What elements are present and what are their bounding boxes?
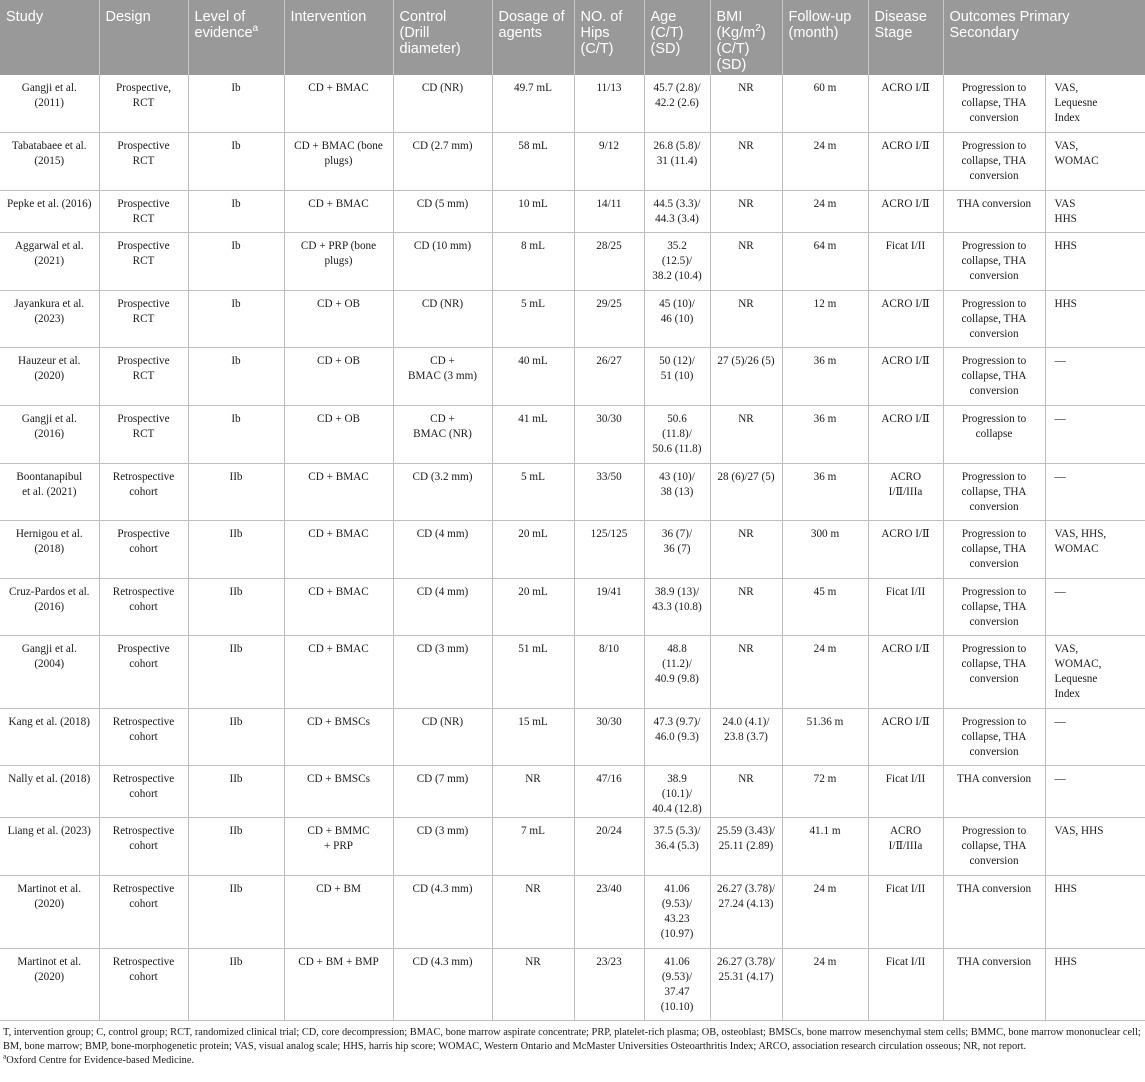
cell-dosage: 49.7 mL bbox=[492, 75, 574, 132]
cell-design: Prospective RCT bbox=[99, 347, 188, 405]
cell-design: Prospective RCT bbox=[99, 405, 188, 463]
cell-outcome-primary: Progression to collapse, THA conversion bbox=[943, 290, 1045, 347]
cell-disease-stage: ACRO I/Ⅱ/IIIa bbox=[868, 463, 943, 520]
cell-level: Ib bbox=[188, 132, 284, 190]
cell-outcome-primary: THA conversion bbox=[943, 190, 1045, 232]
cell-follow-up: 51.36 m bbox=[782, 708, 868, 765]
cell-follow-up: 12 m bbox=[782, 290, 868, 347]
cell-level: IIb bbox=[188, 635, 284, 708]
cell-dosage: 20 mL bbox=[492, 578, 574, 635]
cell-disease-stage: Ficat I/II bbox=[868, 948, 943, 1020]
cell-follow-up: 64 m bbox=[782, 232, 868, 290]
cell-hips: 47/16 bbox=[574, 765, 644, 817]
cell-study: Liang et al. (2023) bbox=[0, 817, 99, 875]
cell-dosage: 5 mL bbox=[492, 463, 574, 520]
cell-bmi: NR bbox=[710, 290, 782, 347]
cell-outcome-primary: Progression to collapse, THA conversion bbox=[943, 817, 1045, 875]
abbreviations-note: T, intervention group; C, control group; RCT, randomized clinical trial; CD, core decompression; BMAC, bone marrow aspirate concentrate; PRP, platelet-rich plasma; OB, osteoblast; BMSCs, bone marrow mesenchymal stem cells; BMMC, bone marrow mononuclear cell; BM, bone marrow; BMP, bone-morphogenetic protein; VAS, visual analog scale; HHS, harris hip score; WOMAC, Western Ontario and McMaster Universities Osteoarthritis Index; ARCO, association research circulation osseous; NR, not report. bbox=[3, 1026, 1141, 1052]
cell-bmi: NR bbox=[710, 232, 782, 290]
cell-age: 50.6 (11.8)/ 50.6 (11.8) bbox=[644, 405, 710, 463]
cell-age: 41.06 (9.53)/ 37.47 (10.10) bbox=[644, 948, 710, 1020]
cell-follow-up: 24 m bbox=[782, 875, 868, 948]
cell-level: IIb bbox=[188, 817, 284, 875]
cell-control: CD (NR) bbox=[393, 290, 492, 347]
cell-dosage: 7 mL bbox=[492, 817, 574, 875]
header-control: Control (Drill diameter) bbox=[393, 0, 492, 75]
cell-hips: 125/125 bbox=[574, 520, 644, 578]
cell-level: Ib bbox=[188, 405, 284, 463]
cell-bmi: 26.27 (3.78)/ 27.24 (4.13) bbox=[710, 875, 782, 948]
cell-age: 43 (10)/ 38 (13) bbox=[644, 463, 710, 520]
cell-age: 47.3 (9.7)/ 46.0 (9.3) bbox=[644, 708, 710, 765]
cell-outcome-secondary: VAS HHS bbox=[1045, 190, 1145, 232]
cell-control: CD (4 mm) bbox=[393, 520, 492, 578]
cell-bmi: NR bbox=[710, 75, 782, 132]
cell-bmi: NR bbox=[710, 405, 782, 463]
cell-intervention: CD + BM + BMP bbox=[284, 948, 393, 1020]
cell-intervention: CD + BMAC bbox=[284, 578, 393, 635]
table-row bbox=[0, 463, 1145, 520]
cell-control: CD (4.3 mm) bbox=[393, 875, 492, 948]
cell-design: Prospective RCT bbox=[99, 232, 188, 290]
table-row bbox=[0, 290, 1145, 347]
cell-level: Ib bbox=[188, 190, 284, 232]
cell-follow-up: 36 m bbox=[782, 347, 868, 405]
cell-study: Kang et al. (2018) bbox=[0, 708, 99, 765]
cell-study: Martinot et al. (2020) bbox=[0, 948, 99, 1020]
cell-design: Prospective cohort bbox=[99, 635, 188, 708]
cell-follow-up: 300 m bbox=[782, 520, 868, 578]
cell-study: Gangji et al. (2016) bbox=[0, 405, 99, 463]
cell-bmi: NR bbox=[710, 190, 782, 232]
cell-level: Ib bbox=[188, 75, 284, 132]
cell-disease-stage: ACRO I/Ⅱ bbox=[868, 635, 943, 708]
cell-hips: 20/24 bbox=[574, 817, 644, 875]
cell-outcome-secondary: VAS, HHS bbox=[1045, 817, 1145, 875]
cell-control: CD (2.7 mm) bbox=[393, 132, 492, 190]
cell-bmi: NR bbox=[710, 635, 782, 708]
cell-outcome-primary: THA conversion bbox=[943, 765, 1045, 817]
table-footnotes bbox=[0, 1021, 1145, 1068]
cell-control: CD + BMAC (3 mm) bbox=[393, 347, 492, 405]
cell-control: CD (3 mm) bbox=[393, 817, 492, 875]
cell-disease-stage: Ficat I/II bbox=[868, 765, 943, 817]
cell-dosage: 5 mL bbox=[492, 290, 574, 347]
cell-level: IIb bbox=[188, 520, 284, 578]
cell-bmi: 27 (5)/26 (5) bbox=[710, 347, 782, 405]
cell-outcome-secondary: — bbox=[1045, 347, 1145, 405]
cell-design: Prospective RCT bbox=[99, 190, 188, 232]
cell-bmi: NR bbox=[710, 520, 782, 578]
cell-level: IIb bbox=[188, 708, 284, 765]
cell-dosage: 20 mL bbox=[492, 520, 574, 578]
cell-dosage: NR bbox=[492, 875, 574, 948]
cell-disease-stage: ACRO I/Ⅱ bbox=[868, 75, 943, 132]
header-dosage: Dosage of agents bbox=[492, 0, 574, 75]
cell-follow-up: 60 m bbox=[782, 75, 868, 132]
cell-level: Ib bbox=[188, 290, 284, 347]
cell-age: 37.5 (5.3)/ 36.4 (5.3) bbox=[644, 817, 710, 875]
cell-outcome-secondary: — bbox=[1045, 405, 1145, 463]
cell-outcome-secondary: — bbox=[1045, 765, 1145, 817]
cell-dosage: 58 mL bbox=[492, 132, 574, 190]
header-age: Age (C/T) (SD) bbox=[644, 0, 710, 75]
table-row bbox=[0, 405, 1145, 463]
cell-design: Retrospective cohort bbox=[99, 817, 188, 875]
cell-dosage: NR bbox=[492, 948, 574, 1020]
cell-outcome-secondary: VAS, WOMAC bbox=[1045, 132, 1145, 190]
cell-dosage: 41 mL bbox=[492, 405, 574, 463]
cell-follow-up: 24 m bbox=[782, 635, 868, 708]
header-design: Design bbox=[99, 0, 188, 75]
cell-intervention: CD + BMAC bbox=[284, 520, 393, 578]
cell-intervention: CD + PRP (bone plugs) bbox=[284, 232, 393, 290]
cell-study: Pepke et al. (2016) bbox=[0, 190, 99, 232]
cell-hips: 28/25 bbox=[574, 232, 644, 290]
cell-outcome-secondary: — bbox=[1045, 708, 1145, 765]
cell-outcome-primary: Progression to collapse bbox=[943, 405, 1045, 463]
cell-outcome-primary: THA conversion bbox=[943, 875, 1045, 948]
cell-hips: 23/40 bbox=[574, 875, 644, 948]
cell-study: Jayankura et al. (2023) bbox=[0, 290, 99, 347]
cell-intervention: CD + BMAC bbox=[284, 463, 393, 520]
cell-intervention: CD + BMMC + PRP bbox=[284, 817, 393, 875]
cell-intervention: CD + OB bbox=[284, 290, 393, 347]
cell-hips: 29/25 bbox=[574, 290, 644, 347]
cell-control: CD (5 mm) bbox=[393, 190, 492, 232]
cell-disease-stage: Ficat I/II bbox=[868, 232, 943, 290]
cell-intervention: CD + BMAC bbox=[284, 190, 393, 232]
cell-bmi: 26.27 (3.78)/ 25.31 (4.17) bbox=[710, 948, 782, 1020]
cell-bmi: NR bbox=[710, 132, 782, 190]
cell-intervention: CD + OB bbox=[284, 405, 393, 463]
evidence-source-note: $^a$Oxford Centre for Evidence-based Medicine. bbox=[3, 1052, 195, 1066]
cell-outcome-secondary: — bbox=[1045, 578, 1145, 635]
cell-outcome-primary: Progression to collapse, THA conversion bbox=[943, 520, 1045, 578]
cell-age: 38.9 (10.1)/ 40.4 (12.8) bbox=[644, 765, 710, 817]
cell-design: Prospective RCT bbox=[99, 290, 188, 347]
cell-dosage: NR bbox=[492, 765, 574, 817]
cell-follow-up: 41.1 m bbox=[782, 817, 868, 875]
cell-outcome-primary: Progression to collapse, THA conversion bbox=[943, 347, 1045, 405]
cell-bmi: NR bbox=[710, 765, 782, 817]
cell-outcome-secondary: HHS bbox=[1045, 290, 1145, 347]
cell-bmi: NR bbox=[710, 578, 782, 635]
cell-outcome-primary: Progression to collapse, THA conversion bbox=[943, 232, 1045, 290]
cell-control: CD (NR) bbox=[393, 75, 492, 132]
cell-study: Hernigou et al. (2018) bbox=[0, 520, 99, 578]
cell-intervention: CD + OB bbox=[284, 347, 393, 405]
table-row bbox=[0, 347, 1145, 405]
cell-control: CD (10 mm) bbox=[393, 232, 492, 290]
cell-disease-stage: Ficat I/II bbox=[868, 578, 943, 635]
cell-age: 35.2 (12.5)/ 38.2 (10.4) bbox=[644, 232, 710, 290]
cell-follow-up: 36 m bbox=[782, 405, 868, 463]
cell-follow-up: 36 m bbox=[782, 463, 868, 520]
cell-disease-stage: ACRO I/Ⅱ bbox=[868, 405, 943, 463]
cell-design: Retrospective cohort bbox=[99, 765, 188, 817]
cell-bmi: 24.0 (4.1)/ 23.8 (3.7) bbox=[710, 708, 782, 765]
table-row bbox=[0, 578, 1145, 635]
cell-outcome-primary: Progression to collapse, THA conversion bbox=[943, 578, 1045, 635]
table-row bbox=[0, 817, 1145, 875]
cell-level: IIb bbox=[188, 463, 284, 520]
cell-dosage: 40 mL bbox=[492, 347, 574, 405]
cell-hips: 19/41 bbox=[574, 578, 644, 635]
cell-age: 45.7 (2.8)/ 42.2 (2.6) bbox=[644, 75, 710, 132]
table-row bbox=[0, 708, 1145, 765]
cell-age: 38.9 (13)/ 43.3 (10.8) bbox=[644, 578, 710, 635]
cell-intervention: CD + BM bbox=[284, 875, 393, 948]
cell-disease-stage: ACRO I/Ⅱ bbox=[868, 708, 943, 765]
cell-outcome-secondary: VAS, HHS, WOMAC bbox=[1045, 520, 1145, 578]
cell-hips: 14/11 bbox=[574, 190, 644, 232]
cell-outcome-secondary: HHS bbox=[1045, 948, 1145, 1020]
cell-disease-stage: Ficat I/II bbox=[868, 875, 943, 948]
cell-intervention: CD + BMAC bbox=[284, 635, 393, 708]
table-row bbox=[0, 765, 1145, 817]
cell-disease-stage: ACRO I/Ⅱ bbox=[868, 520, 943, 578]
cell-disease-stage: ACRO I/Ⅱ/IIIa bbox=[868, 817, 943, 875]
cell-design: Prospective RCT bbox=[99, 132, 188, 190]
cell-outcome-secondary: VAS, WOMAC, Lequesne Index bbox=[1045, 635, 1145, 708]
cell-study: Gangji et al. (2011) bbox=[0, 75, 99, 132]
table-row bbox=[0, 232, 1145, 290]
header-follow-up: Follow-up (month) bbox=[782, 0, 868, 75]
cell-disease-stage: ACRO I/Ⅱ bbox=[868, 347, 943, 405]
table-body bbox=[0, 75, 1145, 1020]
header-row bbox=[0, 0, 1145, 75]
table-row bbox=[0, 75, 1145, 132]
cell-outcome-secondary: — bbox=[1045, 463, 1145, 520]
cell-study: Aggarwal et al. (2021) bbox=[0, 232, 99, 290]
cell-study: Gangji et al. (2004) bbox=[0, 635, 99, 708]
cell-outcome-primary: THA conversion bbox=[943, 948, 1045, 1020]
cell-intervention: CD + BMAC (bone plugs) bbox=[284, 132, 393, 190]
cell-control: CD (7 mm) bbox=[393, 765, 492, 817]
header-bmi: BMI $(Kg/m^2)$ (C/T) (SD) bbox=[710, 0, 782, 75]
cell-study: Boontanapibul et al. (2021) bbox=[0, 463, 99, 520]
cell-age: 50 (12)/ 51 (10) bbox=[644, 347, 710, 405]
cell-control: CD (4 mm) bbox=[393, 578, 492, 635]
header-level-of-evidence: Level of evidence$^a$ bbox=[188, 0, 284, 75]
cell-disease-stage: ACRO I/Ⅱ bbox=[868, 190, 943, 232]
cell-control: CD (NR) bbox=[393, 708, 492, 765]
cell-intervention: CD + BMSCs bbox=[284, 765, 393, 817]
header-outcomes: Outcomes Primary Secondary bbox=[943, 0, 1145, 75]
cell-dosage: 8 mL bbox=[492, 232, 574, 290]
table-row bbox=[0, 132, 1145, 190]
cell-study: Cruz-Pardos et al. (2016) bbox=[0, 578, 99, 635]
cell-level: IIb bbox=[188, 765, 284, 817]
cell-follow-up: 24 m bbox=[782, 948, 868, 1020]
cell-outcome-secondary: VAS, Lequesne Index bbox=[1045, 75, 1145, 132]
cell-dosage: 15 mL bbox=[492, 708, 574, 765]
cell-design: Retrospective cohort bbox=[99, 875, 188, 948]
cell-hips: 30/30 bbox=[574, 708, 644, 765]
cell-follow-up: 72 m bbox=[782, 765, 868, 817]
cell-level: Ib bbox=[188, 232, 284, 290]
cell-disease-stage: ACRO I/Ⅱ bbox=[868, 290, 943, 347]
cell-outcome-secondary: HHS bbox=[1045, 875, 1145, 948]
cell-study: Nally et al. (2018) bbox=[0, 765, 99, 817]
cell-age: 45 (10)/ 46 (10) bbox=[644, 290, 710, 347]
cell-bmi: 25.59 (3.43)/ 25.11 (2.89) bbox=[710, 817, 782, 875]
header-hips: NO. of Hips (C/T) bbox=[574, 0, 644, 75]
cell-follow-up: 24 m bbox=[782, 190, 868, 232]
cell-outcome-primary: Progression to collapse, THA conversion bbox=[943, 463, 1045, 520]
cell-hips: 30/30 bbox=[574, 405, 644, 463]
cell-age: 36 (7)/ 36 (7) bbox=[644, 520, 710, 578]
cell-dosage: 10 mL bbox=[492, 190, 574, 232]
table-row bbox=[0, 190, 1145, 232]
cell-study: Hauzeur et al. (2020) bbox=[0, 347, 99, 405]
cell-level: IIb bbox=[188, 875, 284, 948]
cell-design: Retrospective cohort bbox=[99, 463, 188, 520]
cell-hips: 23/23 bbox=[574, 948, 644, 1020]
cell-design: Retrospective cohort bbox=[99, 708, 188, 765]
cell-follow-up: 45 m bbox=[782, 578, 868, 635]
cell-control: CD (4.3 mm) bbox=[393, 948, 492, 1020]
cell-design: Retrospective cohort bbox=[99, 948, 188, 1020]
table-row bbox=[0, 520, 1145, 578]
cell-outcome-secondary: HHS bbox=[1045, 232, 1145, 290]
cell-hips: 8/10 bbox=[574, 635, 644, 708]
cell-age: 41.06 (9.53)/ 43.23 (10.97) bbox=[644, 875, 710, 948]
cell-age: 44.5 (3.3)/ 44.3 (3.4) bbox=[644, 190, 710, 232]
cell-outcome-primary: Progression to collapse, THA conversion bbox=[943, 635, 1045, 708]
cell-level: Ib bbox=[188, 347, 284, 405]
header-disease-stage: Disease Stage bbox=[868, 0, 943, 75]
cell-design: Prospective cohort bbox=[99, 520, 188, 578]
cell-outcome-primary: Progression to collapse, THA conversion bbox=[943, 708, 1045, 765]
cell-intervention: CD + BMAC bbox=[284, 75, 393, 132]
cell-study: Martinot et al. (2020) bbox=[0, 875, 99, 948]
cell-control: CD + BMAC (NR) bbox=[393, 405, 492, 463]
cell-hips: 33/50 bbox=[574, 463, 644, 520]
cell-study: Tabatabaee et al. (2015) bbox=[0, 132, 99, 190]
cell-age: 26.8 (5.8)/ 31 (11.4) bbox=[644, 132, 710, 190]
cell-hips: 11/13 bbox=[574, 75, 644, 132]
cell-bmi: 28 (6)/27 (5) bbox=[710, 463, 782, 520]
cell-design: Retrospective cohort bbox=[99, 578, 188, 635]
cell-level: IIb bbox=[188, 948, 284, 1020]
cell-control: CD (3.2 mm) bbox=[393, 463, 492, 520]
cell-follow-up: 24 m bbox=[782, 132, 868, 190]
header-study: Study bbox=[0, 0, 99, 75]
cell-control: CD (3 mm) bbox=[393, 635, 492, 708]
cell-outcome-primary: Progression to collapse, THA conversion bbox=[943, 75, 1045, 132]
cell-intervention: CD + BMSCs bbox=[284, 708, 393, 765]
table-row bbox=[0, 948, 1145, 1020]
cell-dosage: 51 mL bbox=[492, 635, 574, 708]
header-intervention: Intervention bbox=[284, 0, 393, 75]
cell-disease-stage: ACRO I/Ⅱ bbox=[868, 132, 943, 190]
table-row bbox=[0, 875, 1145, 948]
cell-age: 48.8 (11.2)/ 40.9 (9.8) bbox=[644, 635, 710, 708]
evidence-footnote-mark: a bbox=[252, 23, 259, 35]
table-row bbox=[0, 635, 1145, 708]
cell-hips: 26/27 bbox=[574, 347, 644, 405]
cell-level: IIb bbox=[188, 578, 284, 635]
cell-hips: 9/12 bbox=[574, 132, 644, 190]
cell-outcome-primary: Progression to collapse, THA conversion bbox=[943, 132, 1045, 190]
cell-design: Prospective, RCT bbox=[99, 75, 188, 132]
